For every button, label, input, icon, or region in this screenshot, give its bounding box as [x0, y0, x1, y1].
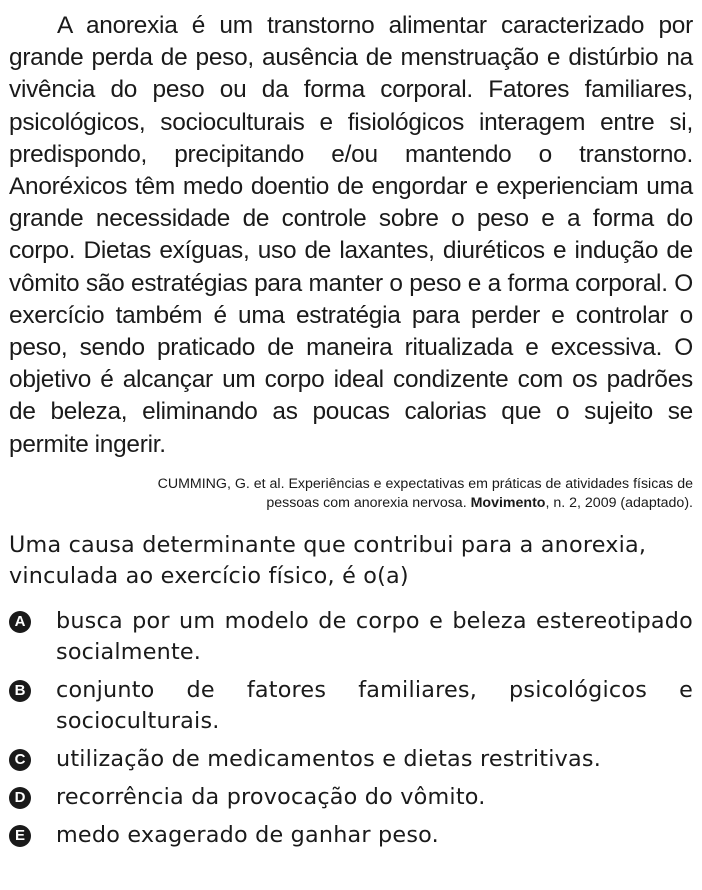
option-a[interactable] [9, 606, 693, 668]
question-stem: Uma causa determinante que contribui para a anorexia, vinculada ao exercício físico, é o(a) [9, 531, 647, 589]
option-letter-a: A [9, 611, 31, 633]
option-e[interactable] [9, 820, 693, 851]
option-b[interactable] [9, 675, 693, 737]
option-text-d: recorrência da provocação do vômito. [56, 783, 486, 810]
source-citation [9, 475, 693, 513]
citation-text: pessoas com anorexia nervosa. [266, 494, 471, 511]
option-letter-b: B [9, 680, 31, 702]
option-text-e: medo exagerado de ganhar peso. [56, 821, 439, 848]
citation-journal: Movimento [470, 494, 546, 511]
option-text-a: busca por um modelo de corpo e beleza estereotipado socialmente. [56, 607, 693, 665]
option-letter-e: E [9, 825, 31, 847]
option-letter-c: C [9, 749, 31, 771]
citation-details: , n. 2, 2009 (adaptado). [545, 494, 693, 511]
option-text-c: utilização de medicamentos e dietas restritivas. [56, 745, 601, 772]
citation-line-1: CUMMING, G. et al. Experiências e expectativas em práticas de atividades físicas de [157, 475, 693, 492]
option-text-b: conjunto de fatores familiares, psicológicos e socioculturais. [56, 676, 693, 734]
option-c[interactable] [9, 744, 693, 775]
citation-line-2 [9, 494, 693, 513]
answer-options [9, 606, 693, 851]
option-d[interactable] [9, 782, 693, 813]
option-letter-d: D [9, 787, 31, 809]
passage-text: A anorexia é um transtorno alimentar caracterizado por grande perda de peso, ausência de menstruação e distúrbio na vivência do peso ou da forma corporal. Fatores familiares, psicológicos, socioculturais e fisiológicos interagem entre si, predispondo, precipitando e/ou mantendo o transtorno. Anoréxicos têm medo doentio de engordar e experienciam uma grande necessidade de controle sobre o peso e a forma do corpo. Dietas exíguas, uso de laxantes, diuréticos e indução de vômito são estratégias para manter o peso e a forma corporal. O exercício também é uma estratégia para perder e controlar o peso, sendo praticado de maneira ritualizada e excessiva. O objetivo é alcançar um corpo ideal condizente com os padrões de beleza, eliminando as poucas calorias que o sujeito se permite ingerir. [9, 12, 693, 458]
